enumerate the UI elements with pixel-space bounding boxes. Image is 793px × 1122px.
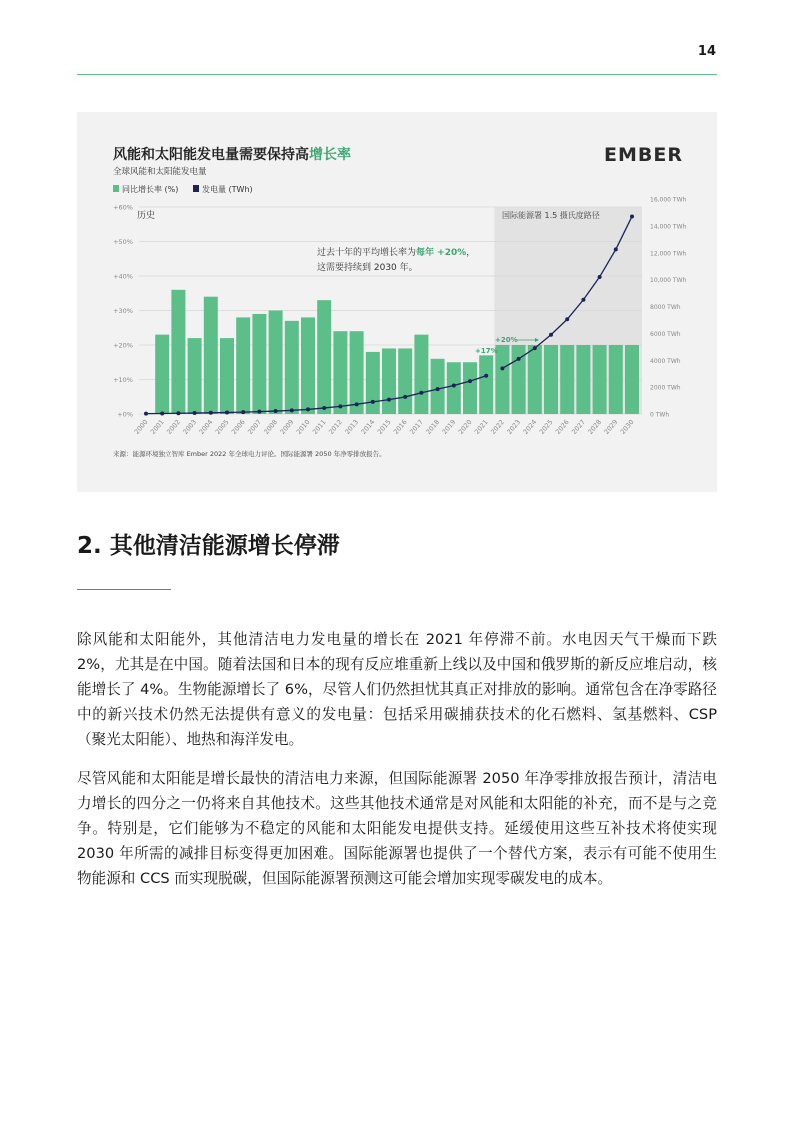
x-tick: 2026 xyxy=(553,418,571,436)
generation-point-2008 xyxy=(274,409,278,413)
x-tick: 2011 xyxy=(310,418,328,436)
y-right-tick: 16,000 TWh xyxy=(650,196,687,204)
bar-2025 xyxy=(544,345,558,414)
y-right-tick: 8000 TWh xyxy=(650,304,681,311)
generation-point-2005 xyxy=(225,411,229,415)
bar-2030 xyxy=(625,345,639,414)
bar-2008 xyxy=(269,311,283,415)
generation-point-2017 xyxy=(419,391,423,395)
x-tick: 2028 xyxy=(586,418,604,436)
bar-2019 xyxy=(447,362,461,414)
y-left-tick: +50% xyxy=(113,238,133,246)
generation-point-2023 xyxy=(517,357,521,361)
x-tick: 2001 xyxy=(148,418,166,436)
page-number: 14 xyxy=(697,44,716,59)
generation-point-2029 xyxy=(614,247,618,251)
x-tick: 2002 xyxy=(165,418,182,436)
generation-point-2022 xyxy=(500,366,504,370)
legend-swatch-generation xyxy=(193,185,199,192)
ember-logo: EMBER xyxy=(604,144,683,166)
bar-2009 xyxy=(285,321,299,414)
chart-svg xyxy=(77,112,717,492)
y-right-tick: 12,000 TWh xyxy=(650,250,687,258)
paragraph: 除风能和太阳能外，其他清洁电力发电量的增长在 2021 年停滞不前。水电因天气干燥而下跌 2%，尤其是在中国。随着法国和日本的现有反应堆重新上线以及中国和俄罗斯的新反应堆启动，核能增长了 4%。生物能源增长了 6%，尽管人们仍然担忧其真正对排放的影响。通常包含在净零路径中的新兴技术仍然无法提供有意义的发电量：包括采用碳捕获技术的化石燃料、氢基燃料、CSP（聚光太阳能）、地热和海洋发电。 xyxy=(77,631,717,748)
bar-2014 xyxy=(366,352,380,414)
bar-2016 xyxy=(398,348,412,414)
y-left-tick: +60% xyxy=(113,203,133,212)
bar-2015 xyxy=(382,348,396,414)
generation-point-2000 xyxy=(144,412,148,416)
bar-2005 xyxy=(220,338,234,414)
generation-point-2030 xyxy=(630,214,634,218)
generation-point-2021 xyxy=(484,374,488,378)
generation-point-2011 xyxy=(322,406,326,410)
bar-2004 xyxy=(204,297,218,414)
generation-point-2019 xyxy=(452,384,456,388)
generation-point-2010 xyxy=(306,407,310,411)
bar-2029 xyxy=(609,345,623,414)
bar-2024 xyxy=(528,345,542,414)
generation-point-2009 xyxy=(290,408,294,412)
x-tick: 2006 xyxy=(229,418,247,436)
generation-point-2026 xyxy=(565,317,569,321)
bar-2002 xyxy=(171,290,185,414)
header-divider xyxy=(77,74,717,75)
y-right-tick: 0 TWh xyxy=(650,411,670,419)
x-tick: 2029 xyxy=(602,418,620,436)
x-tick: 2019 xyxy=(440,418,458,436)
x-tick: 2018 xyxy=(424,418,442,436)
x-tick: 2022 xyxy=(489,418,506,436)
bar-2028 xyxy=(593,345,607,414)
x-tick: 2025 xyxy=(537,418,555,436)
x-tick: 2015 xyxy=(375,418,393,436)
x-tick: 2012 xyxy=(327,418,344,436)
y-right-tick: 4000 TWh xyxy=(650,357,681,365)
bar-2001 xyxy=(155,335,169,414)
label-20-percent: +20% xyxy=(495,336,518,344)
x-tick: 2004 xyxy=(197,418,215,436)
y-right-tick: 2000 TWh xyxy=(650,384,681,392)
chart-title: 风能和太阳能发电量需要保持高增长率 xyxy=(113,147,351,163)
bar-2021 xyxy=(479,355,493,414)
x-tick: 2005 xyxy=(213,418,231,436)
x-tick: 2020 xyxy=(456,418,474,436)
x-tick: 2027 xyxy=(570,418,587,436)
bar-2022 xyxy=(495,345,509,414)
generation-point-2013 xyxy=(355,402,359,406)
section-body xyxy=(77,627,717,905)
annotation-line1: 过去十年的平均增长率为每年 +20%， xyxy=(317,248,476,258)
y-right-tick: 10,000 TWh xyxy=(650,277,687,285)
generation-point-2028 xyxy=(598,275,602,279)
generation-point-2015 xyxy=(387,398,391,402)
bar-2006 xyxy=(236,317,250,414)
x-tick: 2030 xyxy=(618,418,636,436)
bar-2013 xyxy=(350,331,364,414)
heading-underline xyxy=(77,589,171,590)
y-left-tick: +40% xyxy=(113,272,133,281)
bar-2026 xyxy=(560,345,574,414)
x-tick: 2021 xyxy=(472,418,490,436)
x-tick: 2017 xyxy=(408,418,425,436)
label-17-percent: +17% xyxy=(475,347,498,355)
legend-generation: 发电量 (TWh) xyxy=(202,185,253,194)
y-left-tick: +30% xyxy=(113,307,133,315)
generation-point-2025 xyxy=(549,333,553,337)
y-left-tick: +10% xyxy=(113,376,133,384)
x-tick: 2014 xyxy=(359,418,377,436)
bar-2020 xyxy=(463,362,477,414)
paragraph: 尽管风能和太阳能是增长最快的清洁电力来源，但国际能源署 2050 年净零排放报告预计，清洁电力增长的四分之一仍将来自其他技术。这些其他技术通常是对风能和太阳能的补充，而不是与之竞争。特别是，它们能够为不稳定的风能和太阳能发电提供支持。延缓使用这些互补技术将使实现 2030 年所需的减排目标变得更加困难。国际能源署也提供了一个替代方案，表示有可能不使用生物能源和 CCS 而实现脱碳，但国际能源署预测这可能会增加实现零碳发电的成本。 xyxy=(77,770,717,887)
generation-point-2003 xyxy=(193,411,197,415)
legend-growth: 同比增长率 (%) xyxy=(122,185,179,194)
section-heading: 2. 其他清洁能源增长停滞 xyxy=(77,533,340,559)
generation-point-2002 xyxy=(176,411,180,415)
generation-point-2016 xyxy=(403,395,407,399)
bar-2010 xyxy=(301,317,315,414)
generation-point-2004 xyxy=(209,411,213,415)
x-tick: 2013 xyxy=(343,418,361,436)
x-tick: 2003 xyxy=(181,418,199,436)
y-left-tick: +20% xyxy=(113,341,133,350)
bar-2007 xyxy=(252,314,266,414)
y-right-tick: 6000 TWh xyxy=(650,330,681,338)
bar-2027 xyxy=(576,345,590,414)
bar-2003 xyxy=(188,338,202,414)
generation-point-2014 xyxy=(371,400,375,404)
x-tick: 2016 xyxy=(391,418,409,436)
label-history: 历史 xyxy=(137,211,156,221)
generation-point-2018 xyxy=(436,387,440,391)
legend-swatch-growth xyxy=(113,185,119,192)
x-tick: 2008 xyxy=(262,418,280,436)
bar-2011 xyxy=(317,300,331,414)
generation-point-2006 xyxy=(241,410,245,414)
generation-point-2012 xyxy=(338,404,342,408)
y-left-tick: +0% xyxy=(117,410,133,419)
x-tick: 2000 xyxy=(132,418,150,436)
x-tick: 2007 xyxy=(246,418,263,436)
x-tick: 2010 xyxy=(294,418,312,436)
bar-2012 xyxy=(333,331,347,414)
chart-subtitle: 全球风能和太阳能发电量 xyxy=(113,167,207,177)
label-iea-pathway: 国际能源署 1.5 摄氏度路径 xyxy=(502,211,600,220)
generation-point-2020 xyxy=(468,379,472,383)
bar-2017 xyxy=(414,335,428,414)
generation-point-2027 xyxy=(581,298,585,302)
generation-point-2007 xyxy=(257,410,261,414)
x-tick: 2009 xyxy=(278,418,296,436)
y-right-tick: 14,000 TWh xyxy=(650,223,687,231)
annotation-line2: 这需要持续到 2030 年。 xyxy=(317,263,418,273)
chart-figure xyxy=(77,112,717,492)
generation-point-2001 xyxy=(160,411,164,415)
bar-2018 xyxy=(431,359,445,414)
x-tick: 2023 xyxy=(505,418,523,436)
chart-source: 来源：能源环境独立智库 Ember 2022 年全球电力评论。国际能源署 2050 年净零排放报告。 xyxy=(113,450,386,458)
x-tick: 2024 xyxy=(521,418,539,436)
generation-point-2024 xyxy=(533,346,537,350)
